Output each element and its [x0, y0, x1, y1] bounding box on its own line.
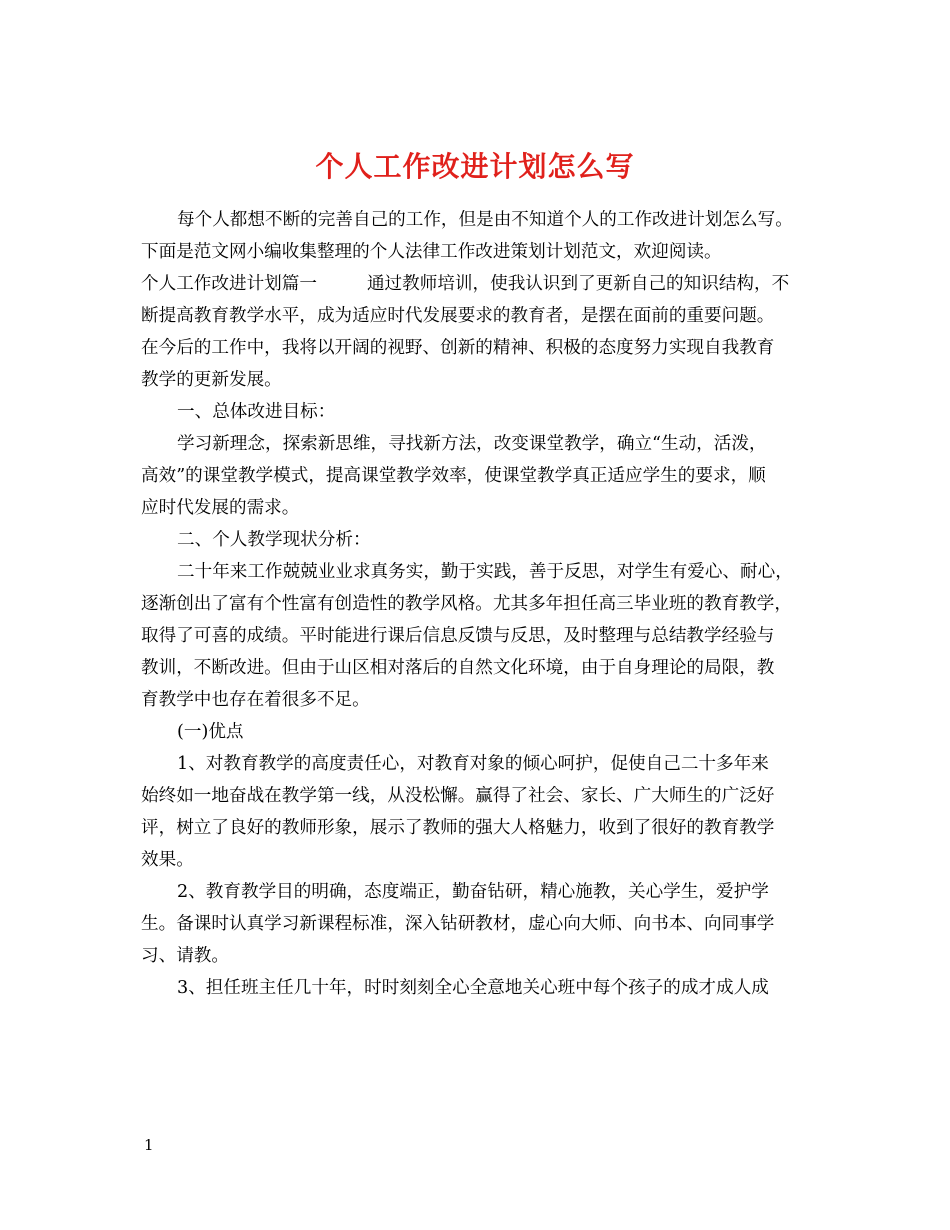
section-heading: 一、总体改进目标：: [177, 402, 336, 422]
paragraph-line: 下面是范文网小编收集整理的个人法律工作改进策划计划范文，欢迎阅读。: [141, 242, 722, 262]
page-number: 1: [144, 1136, 154, 1154]
paragraph-line: 1、对教育教学的高度责任心，对教育对象的倾心呵护，促使自己二十多年来: [177, 754, 769, 774]
paragraph-line: 高效”的课堂教学模式，提高课堂教学效率，使课堂教学真正适应学生的要求，顺: [141, 466, 766, 486]
paragraph-line: 3、担任班主任几十年，时时刻刻全心全意地关心班中每个孩子的成才成人成: [177, 978, 769, 998]
paragraph-line: 始终如一地奋战在教学第一线，从没松懈。赢得了社会、家长、广大师生的广泛好: [141, 786, 775, 806]
paragraph-line: 取得了可喜的成绩。平时能进行课后信息反馈与反思，及时整理与总结教学经验与: [141, 626, 775, 646]
paragraph-line: 应时代发展的需求。: [141, 498, 300, 518]
paragraph-text: 通过教师培训，使我认识到了更新自己的知识结构，不: [366, 274, 790, 294]
document-body: [141, 204, 821, 1004]
paragraph-line: 二十年来工作兢兢业业求真务实，勤于实践，善于反思，对学生有爱心、耐心，: [177, 562, 793, 582]
section-heading: (一)优点: [177, 722, 244, 742]
paragraph-line: 在今后的工作中，我将以开阔的视野、创新的精神、积极的态度努力实现自我教育: [141, 338, 775, 358]
document-title: 个人工作改进计划怎么写: [315, 149, 635, 183]
paragraph-line: 教学的更新发展。: [141, 370, 282, 390]
paragraph-line: 逐渐创出了富有个性富有创造性的教学风格。尤其多年担任高三毕业班的教育教学，: [141, 594, 792, 614]
paragraph-line: 生。备课时认真学习新课程标准，深入钻研教材，虚心向大师、向书本、向同事学: [141, 914, 775, 934]
paragraph-line: 教训，不断改进。但由于山区相对落后的自然文化环境，由于自身理论的局限，教: [141, 658, 775, 678]
paragraph-line: 断提高教育教学水平，成为适应时代发展要求的教育者，是摆在面前的重要问题。: [141, 306, 775, 326]
section-heading: 二、个人教学现状分析：: [177, 530, 371, 550]
paragraph-line: 每个人都想不断的完善自己的工作，但是由不知道个人的工作改进计划怎么写。: [177, 210, 793, 230]
paragraph-line: 育教学中也存在着很多不足。: [141, 690, 370, 710]
paragraph-line: [141, 268, 821, 300]
section-heading: 个人工作改进计划篇一: [141, 274, 317, 294]
paragraph-line: 习、请教。: [141, 946, 229, 966]
paragraph-line: 评，树立了良好的教师形象，展示了教师的强大人格魅力，收到了很好的教育教学: [141, 818, 775, 838]
paragraph-line: 效果。: [141, 850, 194, 870]
paragraph-line: 2、教育教学目的明确，态度端正，勤奋钻研，精心施教，关心学生，爱护学: [177, 882, 769, 902]
paragraph-line: 学习新理念，探索新思维，寻找新方法，改变课堂教学，确立“生动，活泼，: [177, 434, 767, 454]
